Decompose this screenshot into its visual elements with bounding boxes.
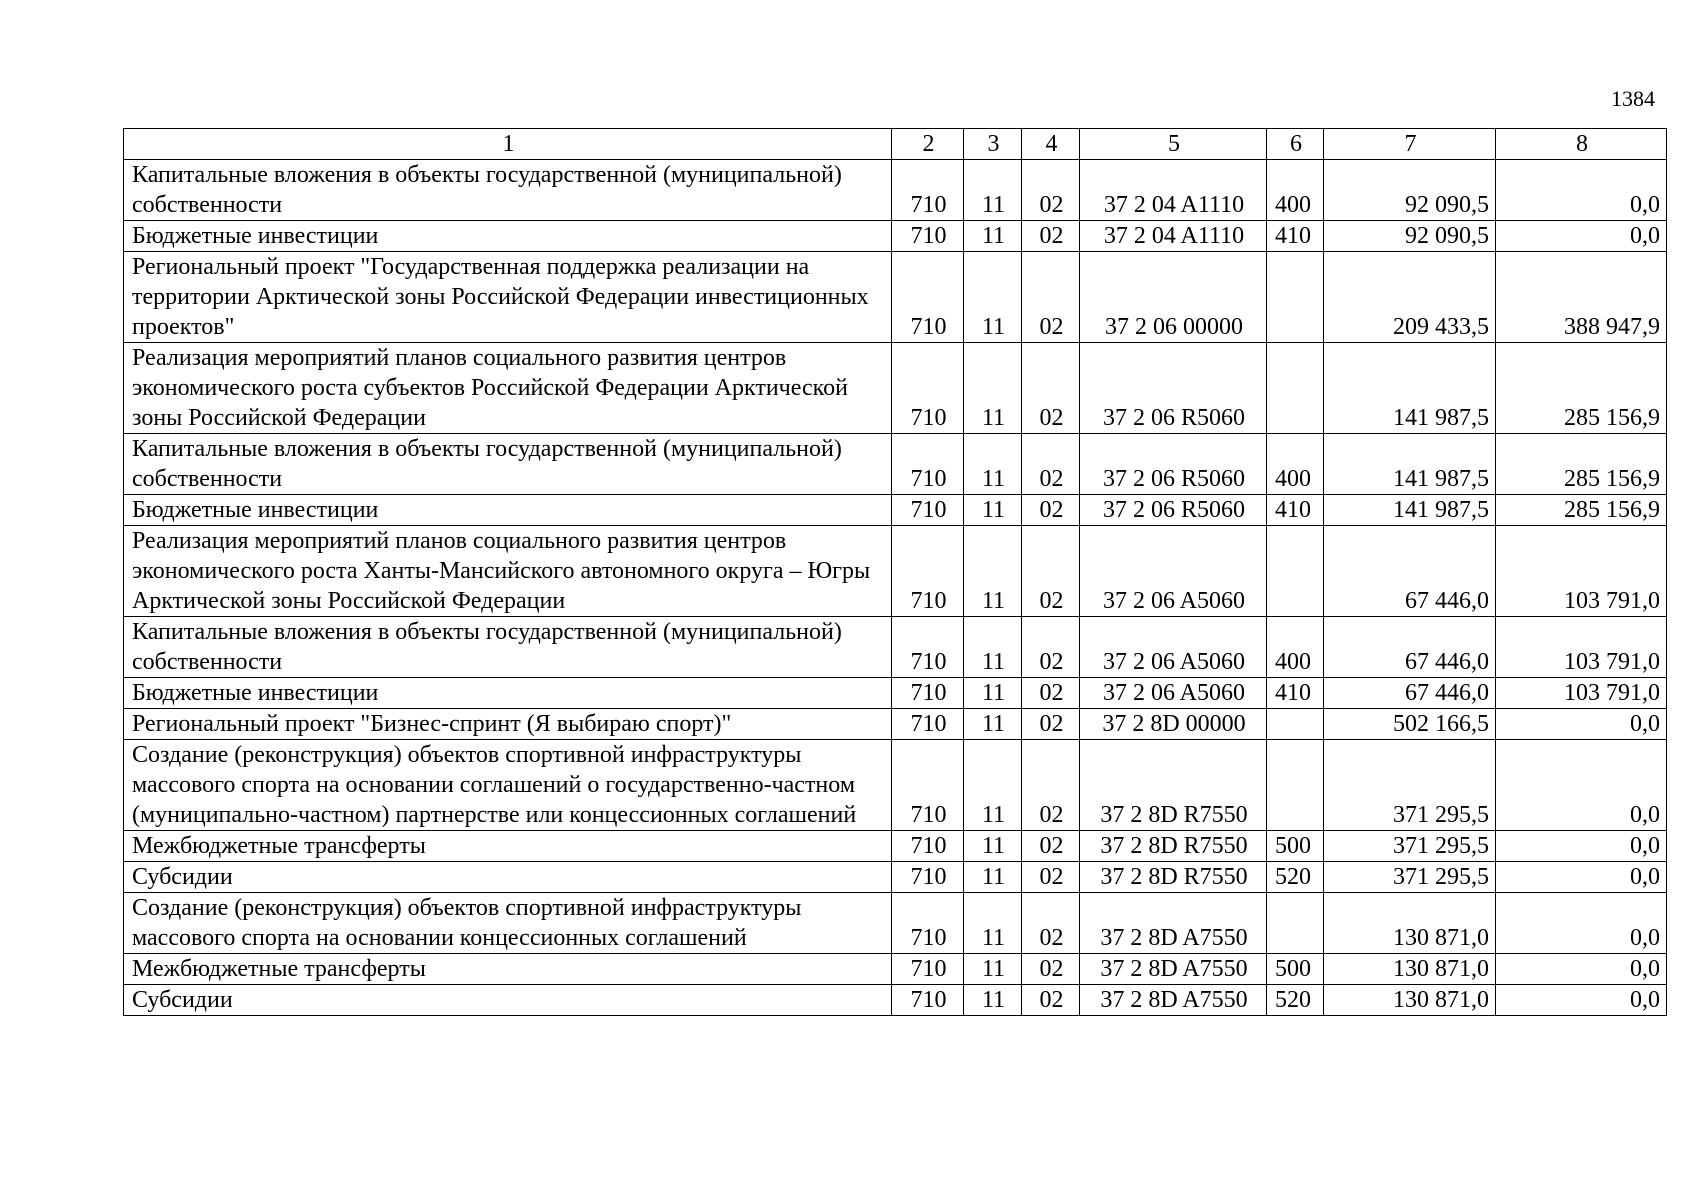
subsection-code: 02 (1022, 526, 1080, 617)
header-cell: 5 (1080, 129, 1267, 160)
table-row (124, 343, 1667, 434)
expense-kind-code: 410 (1267, 221, 1324, 252)
item-name: Бюджетные инвестиции (124, 221, 892, 252)
section-code: 11 (964, 252, 1022, 343)
target-item-code: 37 2 8D R7550 (1080, 862, 1267, 893)
target-item-code: 37 2 06 R5060 (1080, 434, 1267, 495)
table-row (124, 252, 1667, 343)
table-row (124, 434, 1667, 495)
target-item-code: 37 2 06 00000 (1080, 252, 1267, 343)
header-cell: 1 (124, 129, 892, 160)
ministry-code: 710 (892, 526, 964, 617)
subsection-code: 02 (1022, 862, 1080, 893)
table-row (124, 221, 1667, 252)
ministry-code: 710 (892, 252, 964, 343)
expense-kind-code: 520 (1267, 985, 1324, 1016)
budget-table (123, 128, 1667, 1016)
expense-kind-code (1267, 893, 1324, 954)
subsection-code: 02 (1022, 495, 1080, 526)
header-cell: 6 (1267, 129, 1324, 160)
amount-col8: 0,0 (1496, 954, 1667, 985)
item-name: Реализация мероприятий планов социального развития центров экономического роста субъектов Российской Федерации Арктической зоны Российской Федерации (124, 343, 892, 434)
target-item-code: 37 2 8D R7550 (1080, 740, 1267, 831)
amount-col7: 141 987,5 (1324, 434, 1496, 495)
amount-col7: 130 871,0 (1324, 893, 1496, 954)
subsection-code: 02 (1022, 617, 1080, 678)
section-code: 11 (964, 985, 1022, 1016)
ministry-code: 710 (892, 740, 964, 831)
amount-col7: 502 166,5 (1324, 709, 1496, 740)
amount-col8: 0,0 (1496, 862, 1667, 893)
subsection-code: 02 (1022, 252, 1080, 343)
subsection-code: 02 (1022, 343, 1080, 434)
ministry-code: 710 (892, 678, 964, 709)
ministry-code: 710 (892, 893, 964, 954)
header-cell: 2 (892, 129, 964, 160)
item-name: Межбюджетные трансферты (124, 954, 892, 985)
target-item-code: 37 2 06 A5060 (1080, 617, 1267, 678)
amount-col8: 388 947,9 (1496, 252, 1667, 343)
amount-col8: 0,0 (1496, 221, 1667, 252)
item-name: Капитальные вложения в объекты государственной (муниципальной) собственности (124, 434, 892, 495)
ministry-code: 710 (892, 495, 964, 526)
amount-col8: 0,0 (1496, 740, 1667, 831)
section-code: 11 (964, 617, 1022, 678)
amount-col8: 103 791,0 (1496, 526, 1667, 617)
item-name: Субсидии (124, 985, 892, 1016)
table-row (124, 831, 1667, 862)
subsection-code: 02 (1022, 709, 1080, 740)
header-cell: 4 (1022, 129, 1080, 160)
expense-kind-code: 520 (1267, 862, 1324, 893)
expense-kind-code: 500 (1267, 954, 1324, 985)
subsection-code: 02 (1022, 740, 1080, 831)
ministry-code: 710 (892, 434, 964, 495)
amount-col8: 285 156,9 (1496, 343, 1667, 434)
ministry-code: 710 (892, 160, 964, 221)
section-code: 11 (964, 343, 1022, 434)
item-name: Межбюджетные трансферты (124, 831, 892, 862)
expense-kind-code (1267, 740, 1324, 831)
item-name: Региональный проект "Государственная поддержка реализации на территории Арктической зоны Российской Федерации инвестиционных проектов" (124, 252, 892, 343)
section-code: 11 (964, 221, 1022, 252)
item-name: Капитальные вложения в объекты государственной (муниципальной) собственности (124, 617, 892, 678)
table-row (124, 862, 1667, 893)
section-code: 11 (964, 678, 1022, 709)
ministry-code: 710 (892, 831, 964, 862)
amount-col7: 67 446,0 (1324, 617, 1496, 678)
target-item-code: 37 2 8D A7550 (1080, 985, 1267, 1016)
ministry-code: 710 (892, 617, 964, 678)
subsection-code: 02 (1022, 893, 1080, 954)
table-row (124, 678, 1667, 709)
expense-kind-code (1267, 709, 1324, 740)
item-name: Капитальные вложения в объекты государственной (муниципальной) собственности (124, 160, 892, 221)
table-row (124, 985, 1667, 1016)
expense-kind-code: 400 (1267, 160, 1324, 221)
ministry-code: 710 (892, 862, 964, 893)
target-item-code: 37 2 04 A1110 (1080, 160, 1267, 221)
item-name: Бюджетные инвестиции (124, 495, 892, 526)
ministry-code: 710 (892, 985, 964, 1016)
target-item-code: 37 2 06 A5060 (1080, 526, 1267, 617)
ministry-code: 710 (892, 709, 964, 740)
amount-col7: 92 090,5 (1324, 160, 1496, 221)
item-name: Создание (реконструкция) объектов спортивной инфраструктуры массового спорта на основании концессионных соглашений (124, 893, 892, 954)
table-row (124, 740, 1667, 831)
expense-kind-code (1267, 252, 1324, 343)
section-code: 11 (964, 495, 1022, 526)
section-code: 11 (964, 831, 1022, 862)
expense-kind-code: 400 (1267, 434, 1324, 495)
amount-col7: 130 871,0 (1324, 985, 1496, 1016)
ministry-code: 710 (892, 221, 964, 252)
subsection-code: 02 (1022, 221, 1080, 252)
amount-col7: 371 295,5 (1324, 831, 1496, 862)
item-name: Субсидии (124, 862, 892, 893)
amount-col8: 0,0 (1496, 160, 1667, 221)
expense-kind-code: 400 (1267, 617, 1324, 678)
target-item-code: 37 2 8D A7550 (1080, 893, 1267, 954)
amount-col7: 67 446,0 (1324, 526, 1496, 617)
amount-col7: 141 987,5 (1324, 495, 1496, 526)
ministry-code: 710 (892, 954, 964, 985)
amount-col8: 0,0 (1496, 831, 1667, 862)
expense-kind-code (1267, 343, 1324, 434)
subsection-code: 02 (1022, 678, 1080, 709)
table-row (124, 526, 1667, 617)
subsection-code: 02 (1022, 160, 1080, 221)
table-row (124, 617, 1667, 678)
amount-col8: 0,0 (1496, 985, 1667, 1016)
table-row (124, 954, 1667, 985)
expense-kind-code: 500 (1267, 831, 1324, 862)
ministry-code: 710 (892, 343, 964, 434)
target-item-code: 37 2 06 R5060 (1080, 495, 1267, 526)
expense-kind-code (1267, 526, 1324, 617)
target-item-code: 37 2 06 A5060 (1080, 678, 1267, 709)
expense-kind-code: 410 (1267, 678, 1324, 709)
amount-col7: 371 295,5 (1324, 862, 1496, 893)
subsection-code: 02 (1022, 831, 1080, 862)
amount-col7: 67 446,0 (1324, 678, 1496, 709)
section-code: 11 (964, 954, 1022, 985)
target-item-code: 37 2 06 R5060 (1080, 343, 1267, 434)
target-item-code: 37 2 8D 00000 (1080, 709, 1267, 740)
amount-col8: 103 791,0 (1496, 678, 1667, 709)
item-name: Реализация мероприятий планов социального развития центров экономического роста Ханты-Мансийского автономного округа – Югры Арктической зоны Российской Федерации (124, 526, 892, 617)
target-item-code: 37 2 8D R7550 (1080, 831, 1267, 862)
amount-col8: 0,0 (1496, 709, 1667, 740)
section-code: 11 (964, 893, 1022, 954)
section-code: 11 (964, 740, 1022, 831)
amount-col7: 209 433,5 (1324, 252, 1496, 343)
subsection-code: 02 (1022, 434, 1080, 495)
target-item-code: 37 2 8D A7550 (1080, 954, 1267, 985)
page-number: 1384 (1611, 86, 1655, 111)
amount-col7: 141 987,5 (1324, 343, 1496, 434)
subsection-code: 02 (1022, 985, 1080, 1016)
amount-col8: 0,0 (1496, 893, 1667, 954)
amount-col8: 285 156,9 (1496, 495, 1667, 526)
subsection-code: 02 (1022, 954, 1080, 985)
table-row (124, 160, 1667, 221)
section-code: 11 (964, 862, 1022, 893)
table-row (124, 495, 1667, 526)
item-name: Создание (реконструкция) объектов спортивной инфраструктуры массового спорта на основании соглашений о государственно-частном (муниципально-частном) партнерстве или концессионных соглашений (124, 740, 892, 831)
amount-col8: 103 791,0 (1496, 617, 1667, 678)
target-item-code: 37 2 04 A1110 (1080, 221, 1267, 252)
amount-col7: 371 295,5 (1324, 740, 1496, 831)
section-code: 11 (964, 160, 1022, 221)
amount-col7: 92 090,5 (1324, 221, 1496, 252)
section-code: 11 (964, 709, 1022, 740)
header-cell: 3 (964, 129, 1022, 160)
item-name: Региональный проект "Бизнес-спринт (Я выбираю спорт)" (124, 709, 892, 740)
header-cell: 8 (1496, 129, 1667, 160)
section-code: 11 (964, 434, 1022, 495)
item-name: Бюджетные инвестиции (124, 678, 892, 709)
expense-kind-code: 410 (1267, 495, 1324, 526)
table-row (124, 709, 1667, 740)
header-cell: 7 (1324, 129, 1496, 160)
table-row (124, 893, 1667, 954)
section-code: 11 (964, 526, 1022, 617)
amount-col7: 130 871,0 (1324, 954, 1496, 985)
header-row (124, 129, 1667, 160)
amount-col8: 285 156,9 (1496, 434, 1667, 495)
